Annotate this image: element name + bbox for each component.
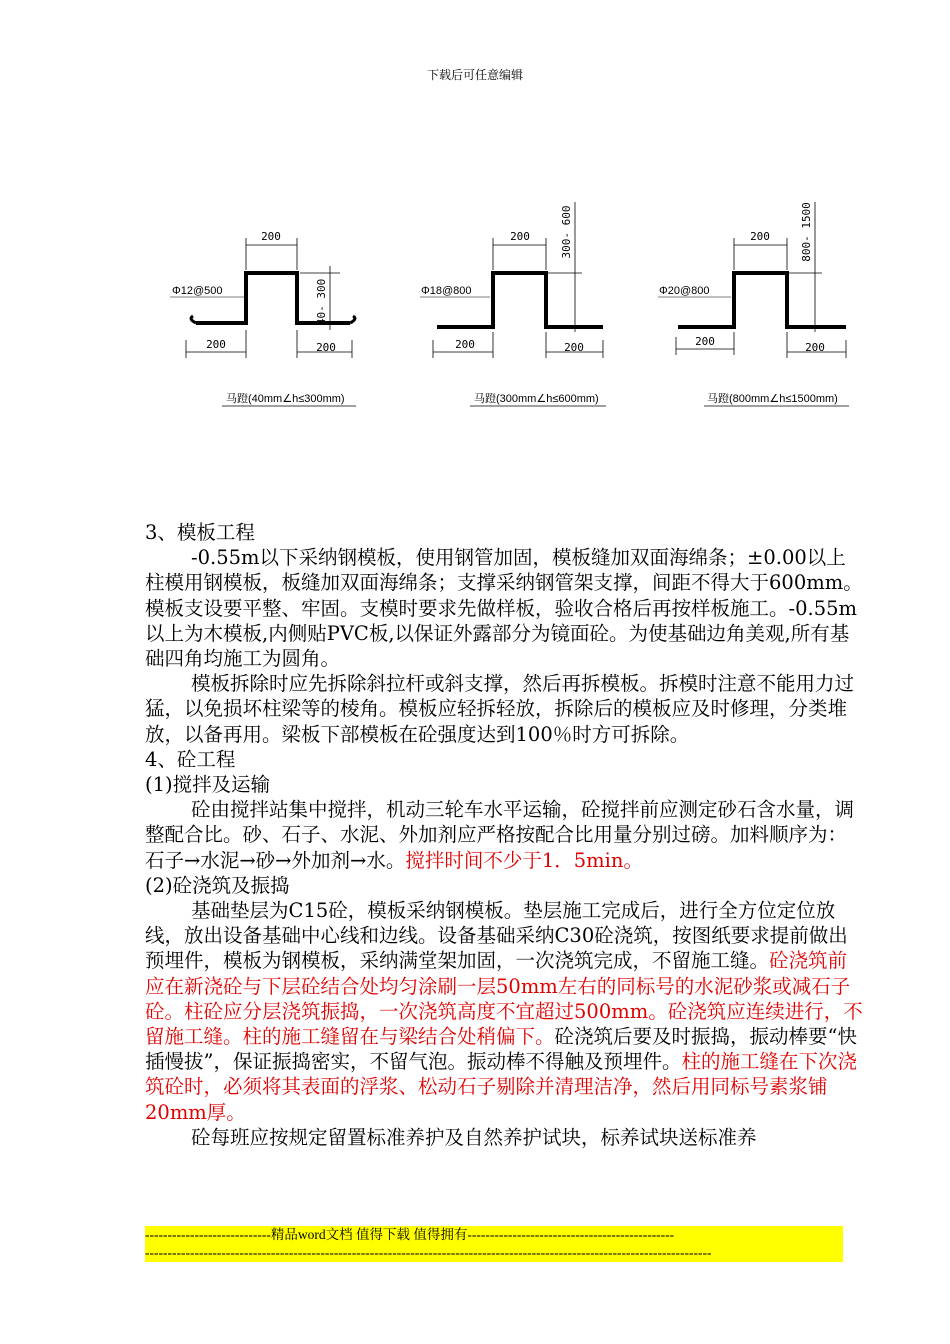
fig3-dim-top: 200 xyxy=(750,230,770,243)
footer-banner xyxy=(145,1226,843,1262)
rebar-chair-diagrams xyxy=(0,190,950,420)
subsection-2-title: (2)砼浇筑及振捣 xyxy=(145,873,290,897)
figure-3 xyxy=(658,202,849,406)
highlighted-text: 搅拌时间不少于1．5min。 xyxy=(405,848,643,872)
paragraph xyxy=(145,898,865,1125)
fig3-dim-vert: 800- 1500 xyxy=(800,202,813,262)
fig2-rebar: Φ18@800 xyxy=(421,285,472,297)
paragraph-text: 基础垫层为C15砼，模板采纳钢模板。垫层施工完成后，进行全方位定位放线，放出设备基础中心线和边线。设备基础采纳C30砼浇筑，按图纸要求提前做出预埋件，模板为钢模板，采纳满堂架加固，一次浇筑完成，不留施工缝。 xyxy=(145,899,848,973)
section-4-title: 4、砼工程 xyxy=(145,747,236,771)
page-header: 下载后可任意编辑 xyxy=(426,68,523,82)
fig1-dim-vert: 40- 300 xyxy=(315,278,328,326)
fig1-dim-left: 200 xyxy=(206,338,226,351)
figure-1 xyxy=(170,230,356,406)
fig2-caption: 马蹬(300mm∠h≤600mm) xyxy=(474,393,599,405)
fig1-dim-top: 200 xyxy=(261,230,281,243)
section-3-title: 3、模板工程 xyxy=(145,521,255,544)
subsection-1-title: (1)搅拌及运输 xyxy=(145,773,271,797)
footer-line-2: ------------------------------------------------------------------------------------------------------------------------------ xyxy=(145,1245,712,1260)
fig3-dim-right: 200 xyxy=(805,341,825,354)
fig3-dim-left: 200 xyxy=(695,335,715,348)
footer-line-1: ----------------------------精品word文档 值得下载 值得拥有---------------------------------------------- xyxy=(145,1227,675,1242)
paragraph xyxy=(145,797,865,873)
paragraph: 砼每班应按规定留置标准养护及自然养护试块，标养试块送标准养 xyxy=(191,1125,757,1149)
figure-2 xyxy=(420,202,606,406)
document-body xyxy=(145,520,865,1150)
fig1-rebar: Φ12@500 xyxy=(172,285,223,297)
fig3-rebar: Φ20@800 xyxy=(659,285,710,297)
fig1-dim-right: 200 xyxy=(316,341,336,354)
paragraph-text: 砼浇筑后要及时振捣，振动棒要“快插慢拔”，保证振捣密实，不留气泡。振动棒不得触及预埋件。 xyxy=(145,1025,857,1074)
fig1-caption: 马蹬(40mm∠h≤300mm) xyxy=(226,393,345,405)
fig3-caption: 马蹬(800mm∠h≤1500mm) xyxy=(707,393,838,405)
fig2-dim-vert: 300- 600 xyxy=(560,205,573,259)
highlighted-text: 砼浇筑前应在新浇砼与下层砼结合处均匀涂刷一层50mm左右的同标号的水泥砂浆或减石子砼。柱砼应分层浇筑振捣，一次浇筑高度不宜超过500mm。砼浇筑应连续进行，不留施工缝。柱的施工缝留在与梁结合处稍偏下。 xyxy=(145,949,863,1049)
fig2-dim-right: 200 xyxy=(564,341,584,354)
highlighted-text: 柱的施工缝在下次浇筑砼时，必须将其表面的浮浆、松动石子剔除并清理洁净，然后用同标号素浆铺20mm厚。 xyxy=(145,1050,857,1124)
paragraph: 模板拆除时应先拆除斜拉杆或斜支撑，然后再拆模板。拆模时注意不能用力过猛，以免损坏柱梁等的棱角。模板应轻拆轻放，拆除后的模板应及时修理，分类堆放，以备再用。梁板下部模板在砼强度达到100％时方可拆除。 xyxy=(145,672,855,746)
paragraph-text: 砼由搅拌站集中搅拌，机动三轮车水平运输，砼搅拌前应测定砂石含水量，调整配合比。砂、石子、水泥、外加剂应严格按配合比用量分别过磅。加料顺序为：石子→水泥→砂→外加剂→水。 xyxy=(145,798,855,872)
paragraph: -0.55m以下采纳钢模板，使用钢管加固，模板缝加双面海绵条；±0.00以上柱模用钢模板，板缝加双面海绵条；支撑采纳钢管架支撑，间距不得大于600mm。模板支设要平整、牢固。支模时要求先做样板，验收合格后再按样板施工。-0.55m以上为木模板,内侧贴PVC板,以保证外露部分为镜面砼。为使基础边角美观,所有基础四角均施工为圆角。 xyxy=(145,546,863,671)
fig2-dim-top: 200 xyxy=(510,230,530,243)
fig2-dim-left: 200 xyxy=(455,338,475,351)
